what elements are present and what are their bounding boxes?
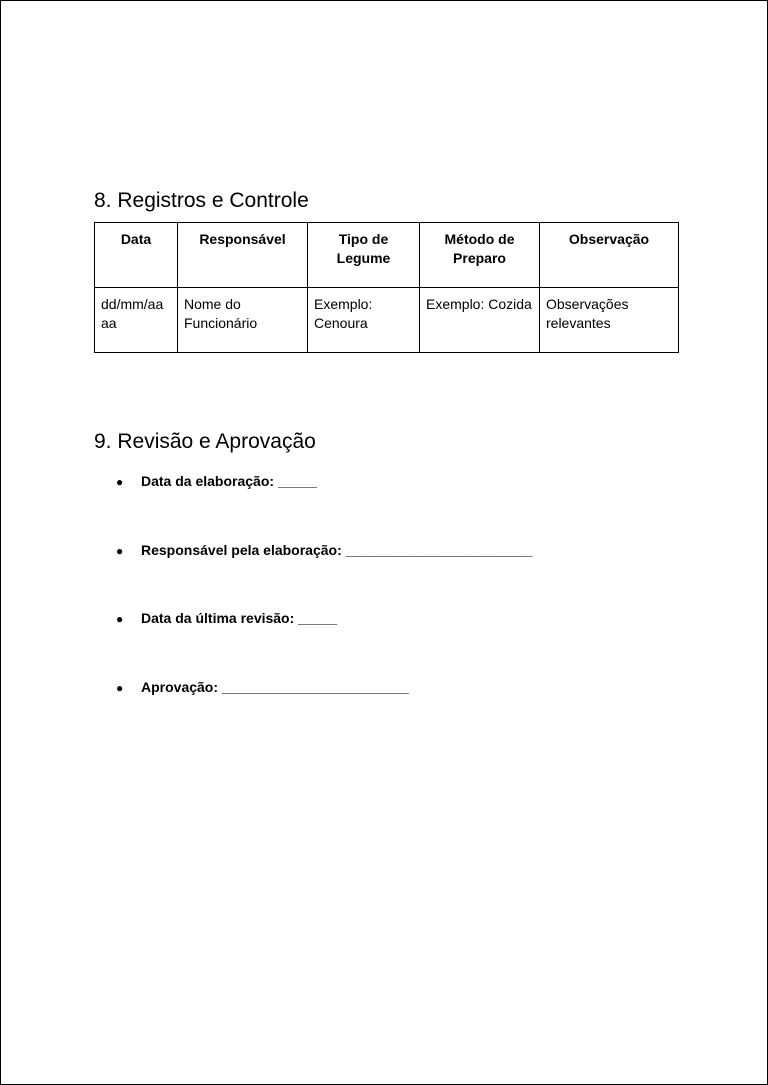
list-item-text: Data da elaboração: _____ <box>141 473 317 489</box>
cell-data: dd/mm/aaaa <box>95 288 178 353</box>
list-item <box>116 540 533 561</box>
header-responsavel: Responsável <box>178 223 308 288</box>
header-metodo-de-preparo: Método de Preparo <box>420 223 540 288</box>
table-row <box>95 288 679 353</box>
list-item <box>116 677 409 698</box>
cell-metodo-de-preparo: Exemplo: Cozida <box>420 288 540 353</box>
list-item <box>116 608 337 629</box>
bullet-icon: ● <box>116 544 124 558</box>
records-table <box>94 222 679 353</box>
cell-tipo-de-legume: Exemplo: Cenoura <box>308 288 420 353</box>
list-item-text: Data da última revisão: _____ <box>141 610 338 626</box>
header-tipo-de-legume: Tipo de Legume <box>308 223 420 288</box>
section-9-heading: 9. Revisão e Aprovação <box>94 430 316 453</box>
list-item-text: Responsável pela elaboração: ________________________ <box>141 542 533 558</box>
header-data: Data <box>95 223 178 288</box>
header-observacao: Observação <box>540 223 679 288</box>
section-8-heading: 8. Registros e Controle <box>94 189 309 212</box>
bullet-icon: ● <box>116 475 124 489</box>
list-item-text: Aprovação: ________________________ <box>141 679 409 695</box>
table-header-row <box>95 223 679 288</box>
cell-responsavel: Nome do Funcionário <box>178 288 308 353</box>
list-item <box>116 471 317 492</box>
bullet-icon: ● <box>116 681 124 695</box>
cell-observacao: Observações relevantes <box>540 288 679 353</box>
bullet-icon: ● <box>116 612 124 626</box>
